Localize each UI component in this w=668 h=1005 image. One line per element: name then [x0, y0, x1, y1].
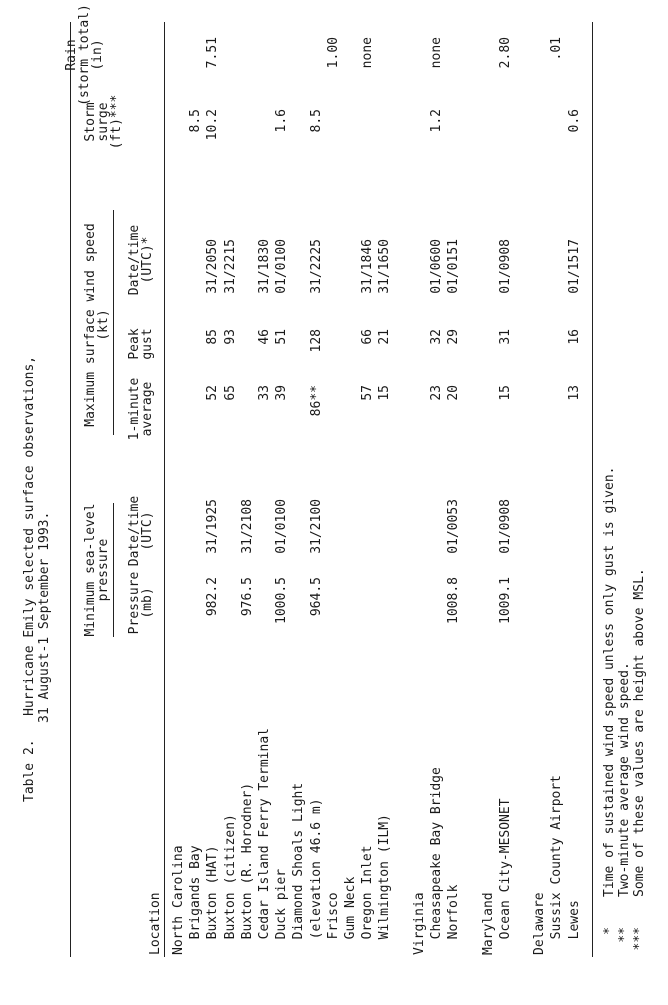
wind-gust-cell: 93 [222, 329, 238, 345]
location-cell: Virginia [411, 892, 427, 955]
wind-time-header-line2: (UTC)* [140, 236, 155, 284]
pressure-time-cell: 01/0908 [497, 499, 513, 554]
surge-header-line3: (ft)*** [109, 94, 124, 150]
pressure-cell: 1009.1 [497, 577, 513, 624]
location-cell: (elevation 46.6 m) [308, 798, 324, 955]
wind-time-cell: 31/1846 [360, 239, 376, 294]
wind-time-cell: 31/1830 [257, 239, 272, 294]
location-cell: Norfolk [446, 884, 462, 955]
location-cell: North Carolina [171, 845, 186, 955]
pressure-group-header-line2: pressure [96, 538, 111, 602]
wind-gust-cell: 66 [360, 329, 376, 345]
wind-avg-cell: 57 [360, 385, 376, 401]
pressure-header-line1: Pressure [127, 571, 142, 635]
pressure-group-header-line1: Minimum sea-level [83, 503, 98, 637]
surge-cell: 8.5 [308, 109, 324, 133]
pressure-cell: 1008.8 [446, 577, 462, 624]
wind-avg-cell: 15 [377, 385, 393, 401]
location-cell: Lewes [566, 900, 582, 955]
location-cell: Cheasapeake Bay Bridge [429, 767, 444, 955]
wind-time-header-line1: Date/time [127, 224, 142, 296]
location-cell: Buxton (R. Horodner) [239, 782, 255, 955]
wind-avg-cell: 86** [308, 385, 324, 417]
rain-cell: .01 [549, 37, 565, 61]
header-rule [164, 22, 165, 957]
location-cell: Buxton (HAT) [205, 845, 221, 955]
pressure-time-header-line2: (UTC) [140, 511, 155, 551]
wind-avg-header-line1: 1-minute [127, 377, 142, 441]
wind-gust-cell: 128 [308, 329, 324, 353]
wind-avg-header-line2: average [140, 381, 155, 437]
location-header: Location [148, 892, 163, 955]
pressure-header-line2: (mb) [140, 587, 155, 619]
wind-gust-header-line1: Peak [127, 328, 142, 360]
surge-cell: 8.5 [188, 109, 204, 133]
location-cell: Frisco [325, 892, 341, 955]
wind-time-cell: 01/1517 [566, 239, 582, 294]
table-subtitle: 31 August-1 September 1993. [37, 511, 52, 723]
wind-avg-cell: 39 [274, 385, 290, 401]
pressure-time-cell: 31/2108 [239, 499, 255, 554]
wind-gust-header-line2: gust [140, 328, 155, 360]
wind-gust-cell: 16 [566, 329, 582, 345]
rain-cell: 2.80 [497, 37, 513, 69]
pressure-time-cell: 31/1925 [205, 499, 221, 554]
wind-avg-cell: 15 [497, 385, 513, 401]
wind-time-cell: 01/0151 [446, 239, 462, 294]
pressure-time-cell: 01/0053 [446, 499, 462, 554]
pressure-time-cell: 01/0100 [274, 499, 290, 554]
wind-time-cell: 01/0600 [429, 239, 444, 294]
wind-group-header-line2: (kt) [96, 309, 111, 341]
wind-avg-cell: 23 [429, 385, 444, 401]
location-cell: Delaware [532, 892, 548, 955]
location-cell: Sussix County Airport [549, 774, 565, 955]
pressure-time-cell: 31/2100 [308, 499, 324, 554]
wind-avg-cell: 13 [566, 385, 582, 401]
surge-cell: 1.6 [274, 109, 290, 133]
rain-cell: 1.00 [325, 37, 341, 69]
wind-gust-cell: 85 [205, 329, 221, 345]
rain-header-line2: (storm total) [77, 4, 92, 106]
wind-time-cell: 31/2050 [205, 239, 221, 294]
surge-header-line2: surge [96, 102, 111, 142]
rain-cell: 7.51 [205, 37, 221, 69]
footnote-text: Two-minute average wind speed. [617, 662, 632, 897]
wind-time-cell: 31/2215 [222, 239, 238, 294]
location-cell: Duck pier [274, 868, 290, 955]
footnote-text: Time of sustained wind speed unless only gust is given. [602, 466, 617, 897]
wind-gust-cell: 32 [429, 329, 444, 345]
location-cell: Ocean City-MESONET [497, 798, 513, 955]
wind-avg-cell: 33 [257, 385, 272, 401]
location-cell: Gum Neck [343, 876, 358, 955]
pressure-cell: 964.5 [308, 577, 324, 617]
wind-avg-cell: 52 [205, 385, 221, 401]
rain-header-line1: Rain [64, 39, 79, 71]
wind-gust-cell: 29 [446, 329, 462, 345]
surge-header-line1: Storm [83, 102, 98, 142]
rain-header-line3: (in) [90, 39, 105, 71]
location-cell: Cedar Island Ferry Terminal [257, 728, 272, 955]
wind-time-cell: 01/0908 [497, 239, 513, 294]
pressure-cell: 1000.5 [274, 577, 290, 624]
surge-cell: 10.2 [205, 109, 221, 141]
wind-gust-cell: 51 [274, 329, 290, 345]
top-rule [70, 22, 71, 957]
wind-avg-cell: 65 [222, 385, 238, 401]
pressure-cell: 976.5 [239, 577, 255, 617]
wind-time-cell: 31/2225 [308, 239, 324, 294]
bottom-rule [592, 22, 593, 957]
pressure-cell: 982.2 [205, 577, 221, 617]
wind-gust-cell: 31 [497, 329, 513, 345]
location-cell: Maryland [480, 892, 496, 955]
location-cell: Buxton (citizen) [222, 814, 238, 955]
location-cell: Diamond Shoals Light [291, 782, 307, 955]
footnote-mark: * [602, 927, 617, 935]
footnote-text: Some of these values are height above MSL. [632, 568, 647, 897]
wind-group-rule [113, 210, 114, 435]
location-cell: Oregon Inlet [360, 845, 376, 955]
table-title: Table 2. Hurricane Emily selected surface observations, [22, 355, 37, 802]
wind-gust-cell: 21 [377, 329, 393, 345]
wind-avg-cell: 20 [446, 385, 462, 401]
footnote-mark: ** [617, 927, 632, 943]
pressure-group-rule [113, 503, 114, 637]
location-cell: Brigands Bay [188, 845, 204, 955]
rain-cell: none [429, 37, 444, 69]
wind-time-cell: 01/0100 [274, 239, 290, 294]
wind-time-cell: 31/1650 [377, 239, 393, 294]
footnote-mark: *** [632, 927, 647, 951]
pressure-time-header-line1: Date/time [127, 495, 142, 567]
surge-cell: 1.2 [429, 109, 444, 133]
rain-cell: none [360, 37, 376, 69]
wind-gust-cell: 46 [257, 329, 272, 345]
location-cell: Wilmington (ILM) [377, 814, 393, 955]
wind-group-header-line1: Maximum surface wind speed [83, 223, 98, 427]
surge-cell: 0.6 [566, 109, 582, 133]
